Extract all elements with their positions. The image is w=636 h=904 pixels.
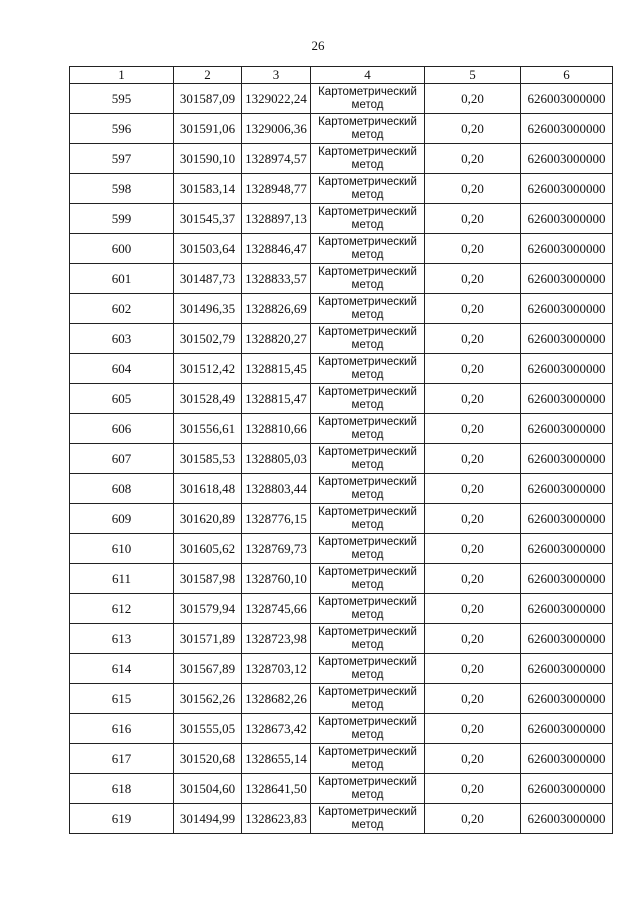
code-cell: 626003000000 (521, 444, 613, 474)
point-number-cell: 606 (70, 414, 174, 444)
code-cell: 626003000000 (521, 564, 613, 594)
table-row (70, 354, 613, 384)
x-coordinate-cell: 301583,14 (174, 174, 242, 204)
table-row (70, 624, 613, 654)
x-coordinate-cell: 301555,05 (174, 714, 242, 744)
x-coordinate-cell: 301587,09 (174, 84, 242, 114)
x-coordinate-cell: 301562,26 (174, 684, 242, 714)
code-cell: 626003000000 (521, 384, 613, 414)
method-cell: Картометрический метод (311, 324, 425, 354)
accuracy-cell: 0,20 (425, 774, 521, 804)
code-cell: 626003000000 (521, 414, 613, 444)
table-row (70, 414, 613, 444)
point-number-cell: 603 (70, 324, 174, 354)
x-coordinate-cell: 301502,79 (174, 324, 242, 354)
table-row (70, 294, 613, 324)
table-row (70, 384, 613, 414)
code-cell: 626003000000 (521, 654, 613, 684)
x-coordinate-cell: 301579,94 (174, 594, 242, 624)
method-cell: Картометрический метод (311, 204, 425, 234)
point-number-cell: 602 (70, 294, 174, 324)
header-row (70, 67, 613, 84)
column-header: 5 (425, 67, 521, 84)
x-coordinate-cell: 301618,48 (174, 474, 242, 504)
y-coordinate-cell: 1328815,45 (242, 354, 311, 384)
code-cell: 626003000000 (521, 624, 613, 654)
column-header: 1 (70, 67, 174, 84)
x-coordinate-cell: 301503,64 (174, 234, 242, 264)
table-row (70, 114, 613, 144)
code-cell: 626003000000 (521, 324, 613, 354)
x-coordinate-cell: 301496,35 (174, 294, 242, 324)
table-row (70, 204, 613, 234)
method-cell: Картометрический метод (311, 234, 425, 264)
point-number-cell: 613 (70, 624, 174, 654)
y-coordinate-cell: 1328974,57 (242, 144, 311, 174)
y-coordinate-cell: 1328826,69 (242, 294, 311, 324)
column-header: 6 (521, 67, 613, 84)
accuracy-cell: 0,20 (425, 564, 521, 594)
accuracy-cell: 0,20 (425, 444, 521, 474)
code-cell: 626003000000 (521, 84, 613, 114)
method-cell: Картометрический метод (311, 384, 425, 414)
x-coordinate-cell: 301487,73 (174, 264, 242, 294)
method-cell: Картометрический метод (311, 654, 425, 684)
table-row (70, 744, 613, 774)
y-coordinate-cell: 1328769,73 (242, 534, 311, 564)
method-cell: Картометрический метод (311, 594, 425, 624)
accuracy-cell: 0,20 (425, 174, 521, 204)
point-number-cell: 604 (70, 354, 174, 384)
x-coordinate-cell: 301545,37 (174, 204, 242, 234)
point-number-cell: 596 (70, 114, 174, 144)
code-cell: 626003000000 (521, 714, 613, 744)
accuracy-cell: 0,20 (425, 204, 521, 234)
point-number-cell: 607 (70, 444, 174, 474)
y-coordinate-cell: 1328623,83 (242, 804, 311, 834)
table-row (70, 324, 613, 354)
table-row (70, 534, 613, 564)
x-coordinate-cell: 301591,06 (174, 114, 242, 144)
table-row (70, 714, 613, 744)
method-cell: Картометрический метод (311, 684, 425, 714)
table-row (70, 84, 613, 114)
y-coordinate-cell: 1328815,47 (242, 384, 311, 414)
table-row (70, 174, 613, 204)
point-number-cell: 614 (70, 654, 174, 684)
point-number-cell: 610 (70, 534, 174, 564)
table-row (70, 144, 613, 174)
x-coordinate-cell: 301520,68 (174, 744, 242, 774)
table-row (70, 684, 613, 714)
table-row (70, 264, 613, 294)
column-header: 2 (174, 67, 242, 84)
accuracy-cell: 0,20 (425, 534, 521, 564)
accuracy-cell: 0,20 (425, 624, 521, 654)
accuracy-cell: 0,20 (425, 234, 521, 264)
method-cell: Картометрический метод (311, 264, 425, 294)
x-coordinate-cell: 301620,89 (174, 504, 242, 534)
code-cell: 626003000000 (521, 264, 613, 294)
method-cell: Картометрический метод (311, 294, 425, 324)
accuracy-cell: 0,20 (425, 84, 521, 114)
y-coordinate-cell: 1328803,44 (242, 474, 311, 504)
point-number-cell: 616 (70, 714, 174, 744)
method-cell: Картометрический метод (311, 174, 425, 204)
accuracy-cell: 0,20 (425, 714, 521, 744)
column-header: 3 (242, 67, 311, 84)
x-coordinate-cell: 301528,49 (174, 384, 242, 414)
code-cell: 626003000000 (521, 684, 613, 714)
y-coordinate-cell: 1328810,66 (242, 414, 311, 444)
method-cell: Картометрический метод (311, 84, 425, 114)
x-coordinate-cell: 301585,53 (174, 444, 242, 474)
accuracy-cell: 0,20 (425, 594, 521, 624)
y-coordinate-cell: 1328673,42 (242, 714, 311, 744)
accuracy-cell: 0,20 (425, 474, 521, 504)
table-row (70, 594, 613, 624)
column-header: 4 (311, 67, 425, 84)
accuracy-cell: 0,20 (425, 654, 521, 684)
point-number-cell: 611 (70, 564, 174, 594)
x-coordinate-cell: 301504,60 (174, 774, 242, 804)
y-coordinate-cell: 1328760,10 (242, 564, 311, 594)
point-number-cell: 615 (70, 684, 174, 714)
point-number-cell: 598 (70, 174, 174, 204)
accuracy-cell: 0,20 (425, 684, 521, 714)
code-cell: 626003000000 (521, 594, 613, 624)
method-cell: Картометрический метод (311, 714, 425, 744)
point-number-cell: 617 (70, 744, 174, 774)
accuracy-cell: 0,20 (425, 804, 521, 834)
accuracy-cell: 0,20 (425, 324, 521, 354)
code-cell: 626003000000 (521, 804, 613, 834)
x-coordinate-cell: 301587,98 (174, 564, 242, 594)
page-number: 26 (311, 38, 325, 53)
code-cell: 626003000000 (521, 354, 613, 384)
point-number-cell: 608 (70, 474, 174, 504)
y-coordinate-cell: 1328805,03 (242, 444, 311, 474)
code-cell: 626003000000 (521, 294, 613, 324)
accuracy-cell: 0,20 (425, 294, 521, 324)
y-coordinate-cell: 1328682,26 (242, 684, 311, 714)
point-number-cell: 600 (70, 234, 174, 264)
method-cell: Картометрический метод (311, 444, 425, 474)
method-cell: Картометрический метод (311, 534, 425, 564)
method-cell: Картометрический метод (311, 114, 425, 144)
table-row (70, 654, 613, 684)
table-row (70, 804, 613, 834)
table-row (70, 474, 613, 504)
accuracy-cell: 0,20 (425, 414, 521, 444)
code-cell: 626003000000 (521, 534, 613, 564)
table-row (70, 774, 613, 804)
point-number-cell: 595 (70, 84, 174, 114)
point-number-cell: 618 (70, 774, 174, 804)
table-row (70, 444, 613, 474)
table-row (70, 504, 613, 534)
code-cell: 626003000000 (521, 474, 613, 504)
table-row (70, 234, 613, 264)
y-coordinate-cell: 1328745,66 (242, 594, 311, 624)
point-number-cell: 601 (70, 264, 174, 294)
table-row (70, 564, 613, 594)
method-cell: Картометрический метод (311, 624, 425, 654)
accuracy-cell: 0,20 (425, 354, 521, 384)
x-coordinate-cell: 301512,42 (174, 354, 242, 384)
code-cell: 626003000000 (521, 204, 613, 234)
y-coordinate-cell: 1328833,57 (242, 264, 311, 294)
code-cell: 626003000000 (521, 234, 613, 264)
y-coordinate-cell: 1328948,77 (242, 174, 311, 204)
code-cell: 626003000000 (521, 174, 613, 204)
point-number-cell: 619 (70, 804, 174, 834)
point-number-cell: 599 (70, 204, 174, 234)
y-coordinate-cell: 1328655,14 (242, 744, 311, 774)
code-cell: 626003000000 (521, 114, 613, 144)
y-coordinate-cell: 1328897,13 (242, 204, 311, 234)
method-cell: Картометрический метод (311, 354, 425, 384)
y-coordinate-cell: 1328703,12 (242, 654, 311, 684)
y-coordinate-cell: 1329006,36 (242, 114, 311, 144)
code-cell: 626003000000 (521, 504, 613, 534)
accuracy-cell: 0,20 (425, 504, 521, 534)
method-cell: Картометрический метод (311, 414, 425, 444)
method-cell: Картометрический метод (311, 474, 425, 504)
method-cell: Картометрический метод (311, 144, 425, 174)
x-coordinate-cell: 301567,89 (174, 654, 242, 684)
point-number-cell: 605 (70, 384, 174, 414)
method-cell: Картометрический метод (311, 774, 425, 804)
method-cell: Картометрический метод (311, 744, 425, 774)
code-cell: 626003000000 (521, 144, 613, 174)
y-coordinate-cell: 1328723,98 (242, 624, 311, 654)
y-coordinate-cell: 1328820,27 (242, 324, 311, 354)
point-number-cell: 612 (70, 594, 174, 624)
point-number-cell: 597 (70, 144, 174, 174)
method-cell: Картометрический метод (311, 504, 425, 534)
accuracy-cell: 0,20 (425, 264, 521, 294)
accuracy-cell: 0,20 (425, 114, 521, 144)
x-coordinate-cell: 301556,61 (174, 414, 242, 444)
point-number-cell: 609 (70, 504, 174, 534)
coordinates-table (69, 66, 613, 834)
y-coordinate-cell: 1328641,50 (242, 774, 311, 804)
y-coordinate-cell: 1329022,24 (242, 84, 311, 114)
code-cell: 626003000000 (521, 744, 613, 774)
accuracy-cell: 0,20 (425, 384, 521, 414)
x-coordinate-cell: 301590,10 (174, 144, 242, 174)
accuracy-cell: 0,20 (425, 744, 521, 774)
method-cell: Картометрический метод (311, 804, 425, 834)
method-cell: Картометрический метод (311, 564, 425, 594)
y-coordinate-cell: 1328846,47 (242, 234, 311, 264)
y-coordinate-cell: 1328776,15 (242, 504, 311, 534)
x-coordinate-cell: 301494,99 (174, 804, 242, 834)
x-coordinate-cell: 301571,89 (174, 624, 242, 654)
accuracy-cell: 0,20 (425, 144, 521, 174)
x-coordinate-cell: 301605,62 (174, 534, 242, 564)
code-cell: 626003000000 (521, 774, 613, 804)
